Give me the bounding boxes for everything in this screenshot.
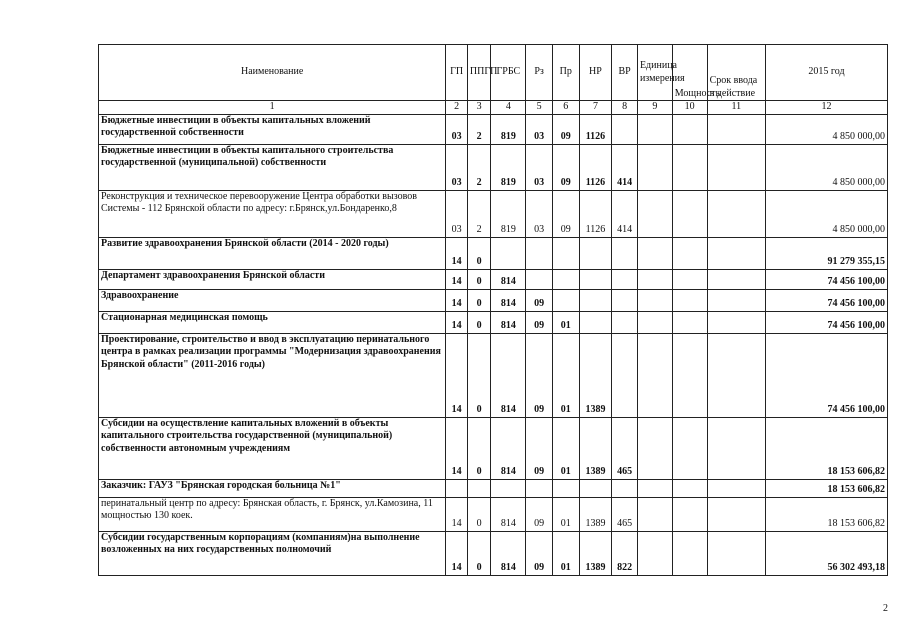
row-ppgp-cell: 0 — [467, 531, 491, 575]
row-term-cell — [707, 311, 765, 333]
table-row — [99, 479, 888, 497]
row-vr-cell — [612, 479, 638, 497]
row-amount-cell: 18 153 606,82 — [766, 479, 888, 497]
row-nr-cell — [579, 237, 612, 269]
budget-table — [98, 44, 888, 576]
row-term-cell — [707, 289, 765, 311]
table-row — [99, 190, 888, 237]
row-term-cell — [707, 531, 765, 575]
row-amount-cell: 74 456 100,00 — [766, 333, 888, 417]
row-gp-cell — [446, 479, 468, 497]
row-rz-cell: 03 — [526, 114, 553, 144]
row-power-cell — [672, 311, 707, 333]
row-grbs-cell: 814 — [491, 289, 526, 311]
row-rz-cell — [526, 479, 553, 497]
row-amount-cell: 91 279 355,15 — [766, 237, 888, 269]
row-pr-cell: 09 — [552, 114, 579, 144]
row-grbs-cell: 814 — [491, 417, 526, 479]
row-nr-cell — [579, 479, 612, 497]
row-vr-cell: 414 — [612, 190, 638, 237]
column-number-cell: 2 — [446, 101, 468, 115]
header-nr: НР — [579, 45, 612, 101]
row-unit-cell — [637, 333, 672, 417]
table-row — [99, 114, 888, 144]
column-number-cell: 11 — [707, 101, 765, 115]
row-grbs-cell — [491, 237, 526, 269]
row-power-cell — [672, 333, 707, 417]
row-name-cell: Бюджетные инвестиции в объекты капитальных вложений государственной собственности — [99, 114, 446, 144]
row-term-cell — [707, 190, 765, 237]
header-ppgp: ППГП — [467, 45, 491, 101]
table-row — [99, 531, 888, 575]
row-gp-cell: 03 — [446, 114, 468, 144]
row-pr-cell: 01 — [552, 417, 579, 479]
row-power-cell — [672, 144, 707, 190]
row-nr-cell — [579, 311, 612, 333]
row-unit-cell — [637, 497, 672, 531]
column-number-cell: 1 — [99, 101, 446, 115]
row-power-cell — [672, 269, 707, 289]
row-nr-cell — [579, 289, 612, 311]
row-grbs-cell: 819 — [491, 114, 526, 144]
row-nr-cell: 1389 — [579, 531, 612, 575]
row-ppgp-cell: 0 — [467, 269, 491, 289]
header-gp: ГП — [446, 45, 468, 101]
row-rz-cell: 09 — [526, 417, 553, 479]
row-gp-cell: 14 — [446, 289, 468, 311]
row-vr-cell: 414 — [612, 144, 638, 190]
column-number-cell: 7 — [579, 101, 612, 115]
row-nr-cell: 1126 — [579, 190, 612, 237]
table-row — [99, 289, 888, 311]
row-vr-cell — [612, 114, 638, 144]
row-nr-cell: 1126 — [579, 144, 612, 190]
row-ppgp-cell — [467, 479, 491, 497]
row-gp-cell: 14 — [446, 269, 468, 289]
column-number-cell: 4 — [491, 101, 526, 115]
row-term-cell — [707, 497, 765, 531]
row-power-cell — [672, 417, 707, 479]
row-vr-cell — [612, 289, 638, 311]
row-grbs-cell: 819 — [491, 190, 526, 237]
row-unit-cell — [637, 479, 672, 497]
row-grbs-cell: 814 — [491, 333, 526, 417]
table-row — [99, 237, 888, 269]
row-power-cell — [672, 190, 707, 237]
row-unit-cell — [637, 289, 672, 311]
header-year: 2015 год — [766, 45, 888, 101]
row-pr-cell — [552, 289, 579, 311]
row-power-cell — [672, 497, 707, 531]
row-rz-cell: 03 — [526, 190, 553, 237]
row-vr-cell — [612, 311, 638, 333]
row-amount-cell: 74 456 100,00 — [766, 289, 888, 311]
row-gp-cell: 14 — [446, 333, 468, 417]
row-name-cell: Бюджетные инвестиции в объекты капитального строительства государственной (муниципальной) собственности — [99, 144, 446, 190]
row-gp-cell: 14 — [446, 497, 468, 531]
header-term: Срок ввода в действие — [707, 45, 765, 101]
row-name-cell: Проектирование, строительство и ввод в эксплуатацию перинатального центра в рамках реализации программы "Модернизация здравоохранения Брянской области" (2011-2016 годы) — [99, 333, 446, 417]
row-ppgp-cell: 2 — [467, 114, 491, 144]
header-rz: Рз — [526, 45, 553, 101]
row-grbs-cell — [491, 479, 526, 497]
row-vr-cell: 465 — [612, 417, 638, 479]
row-gp-cell: 14 — [446, 311, 468, 333]
row-amount-cell: 4 850 000,00 — [766, 190, 888, 237]
row-unit-cell — [637, 417, 672, 479]
row-term-cell — [707, 269, 765, 289]
row-name-cell: Заказчик: ГАУЗ "Брянская городская больница №1" — [99, 479, 446, 497]
row-pr-cell — [552, 479, 579, 497]
row-nr-cell: 1389 — [579, 417, 612, 479]
table-row — [99, 311, 888, 333]
row-name-cell: Субсидии государственным корпорациям (компаниям)на выполнение возложенных на них государственных полномочий — [99, 531, 446, 575]
table-row — [99, 269, 888, 289]
row-term-cell — [707, 479, 765, 497]
row-term-cell — [707, 237, 765, 269]
row-rz-cell: 09 — [526, 311, 553, 333]
row-gp-cell: 03 — [446, 190, 468, 237]
row-rz-cell: 09 — [526, 289, 553, 311]
row-power-cell — [672, 237, 707, 269]
row-pr-cell: 01 — [552, 311, 579, 333]
row-amount-cell: 4 850 000,00 — [766, 114, 888, 144]
header-vr: ВР — [612, 45, 638, 101]
row-ppgp-cell: 0 — [467, 333, 491, 417]
row-ppgp-cell: 0 — [467, 237, 491, 269]
column-number-cell: 10 — [672, 101, 707, 115]
row-ppgp-cell: 0 — [467, 417, 491, 479]
row-amount-cell: 56 302 493,18 — [766, 531, 888, 575]
row-name-cell: Стационарная медицинская помощь — [99, 311, 446, 333]
row-pr-cell: 09 — [552, 190, 579, 237]
row-vr-cell: 465 — [612, 497, 638, 531]
column-number-cell: 3 — [467, 101, 491, 115]
row-rz-cell: 09 — [526, 531, 553, 575]
row-vr-cell — [612, 269, 638, 289]
header-grbs: ГРБС — [491, 45, 526, 101]
column-number-cell: 8 — [612, 101, 638, 115]
row-nr-cell: 1126 — [579, 114, 612, 144]
row-power-cell — [672, 289, 707, 311]
row-vr-cell — [612, 333, 638, 417]
row-rz-cell: 09 — [526, 333, 553, 417]
row-rz-cell: 09 — [526, 497, 553, 531]
row-amount-cell: 74 456 100,00 — [766, 311, 888, 333]
table-row — [99, 333, 888, 417]
row-ppgp-cell: 0 — [467, 497, 491, 531]
table-row — [99, 417, 888, 479]
row-grbs-cell: 814 — [491, 497, 526, 531]
row-ppgp-cell: 2 — [467, 144, 491, 190]
row-rz-cell — [526, 269, 553, 289]
row-ppgp-cell: 0 — [467, 311, 491, 333]
row-term-cell — [707, 417, 765, 479]
header-power: Мощность — [672, 45, 707, 101]
row-term-cell — [707, 144, 765, 190]
row-name-cell: Здравоохранение — [99, 289, 446, 311]
row-rz-cell: 03 — [526, 144, 553, 190]
row-ppgp-cell: 2 — [467, 190, 491, 237]
row-unit-cell — [637, 144, 672, 190]
header-unit: Единица измерения — [637, 45, 672, 101]
header-pr: Пр — [552, 45, 579, 101]
row-pr-cell: 01 — [552, 531, 579, 575]
row-gp-cell: 14 — [446, 531, 468, 575]
row-unit-cell — [637, 237, 672, 269]
header-row — [99, 45, 888, 101]
row-pr-cell: 09 — [552, 144, 579, 190]
row-pr-cell — [552, 269, 579, 289]
row-name-cell: Реконструкция и техническое перевооружение Центра обработки вызовов Системы - 112 Брянской области по адресу: г.Брянск,ул.Бондаренко,8 — [99, 190, 446, 237]
row-amount-cell: 18 153 606,82 — [766, 417, 888, 479]
row-amount-cell: 18 153 606,82 — [766, 497, 888, 531]
row-rz-cell — [526, 237, 553, 269]
row-pr-cell: 01 — [552, 497, 579, 531]
row-nr-cell: 1389 — [579, 497, 612, 531]
row-unit-cell — [637, 531, 672, 575]
table-body — [99, 114, 888, 575]
column-number-cell: 6 — [552, 101, 579, 115]
row-grbs-cell: 814 — [491, 531, 526, 575]
page-number: 2 — [883, 603, 888, 614]
row-name-cell: Развитие здравоохранения Брянской области (2014 - 2020 годы) — [99, 237, 446, 269]
row-unit-cell — [637, 269, 672, 289]
row-term-cell — [707, 333, 765, 417]
column-number-cell: 12 — [766, 101, 888, 115]
row-vr-cell: 822 — [612, 531, 638, 575]
row-unit-cell — [637, 114, 672, 144]
row-vr-cell — [612, 237, 638, 269]
header-name: Наименование — [99, 45, 446, 101]
row-amount-cell: 74 456 100,00 — [766, 269, 888, 289]
row-name-cell: Субсидии на осуществление капитальных вложений в объекты капитального строительства государственной (муниципальной) собственности автономным учреждениям — [99, 417, 446, 479]
column-number-row — [99, 101, 888, 115]
column-number-cell: 5 — [526, 101, 553, 115]
row-power-cell — [672, 531, 707, 575]
row-ppgp-cell: 0 — [467, 289, 491, 311]
row-pr-cell: 01 — [552, 333, 579, 417]
row-unit-cell — [637, 311, 672, 333]
row-name-cell: Департамент здравоохранения Брянской области — [99, 269, 446, 289]
row-nr-cell: 1389 — [579, 333, 612, 417]
column-number-cell: 9 — [637, 101, 672, 115]
row-nr-cell — [579, 269, 612, 289]
row-pr-cell — [552, 237, 579, 269]
row-amount-cell: 4 850 000,00 — [766, 144, 888, 190]
row-name-cell: перинатальный центр по адресу: Брянская область, г. Брянск, ул.Камозина, 11 мощностью 130 коек. — [99, 497, 446, 531]
row-grbs-cell: 819 — [491, 144, 526, 190]
row-power-cell — [672, 479, 707, 497]
row-grbs-cell: 814 — [491, 269, 526, 289]
row-gp-cell: 03 — [446, 144, 468, 190]
table-row — [99, 497, 888, 531]
table-row — [99, 144, 888, 190]
row-unit-cell — [637, 190, 672, 237]
row-gp-cell: 14 — [446, 237, 468, 269]
row-grbs-cell: 814 — [491, 311, 526, 333]
row-term-cell — [707, 114, 765, 144]
row-gp-cell: 14 — [446, 417, 468, 479]
row-power-cell — [672, 114, 707, 144]
